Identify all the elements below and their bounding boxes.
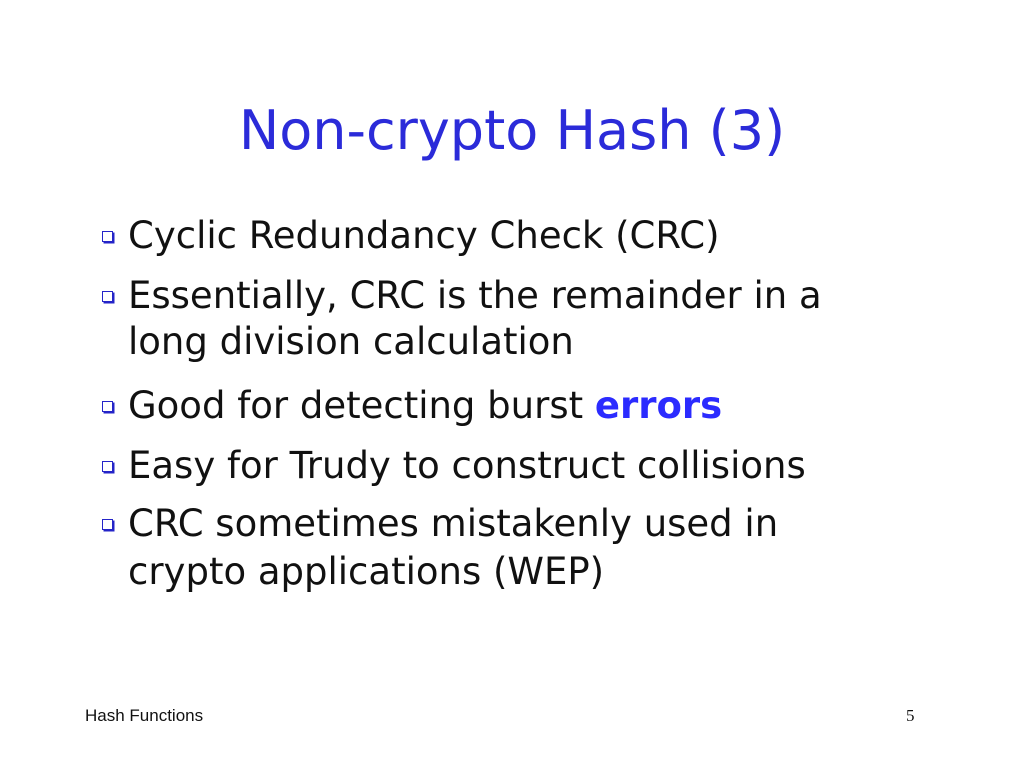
hollow-square-bullet-icon [102,291,113,302]
hollow-square-bullet-icon [102,231,113,242]
bullet-2-line-2: long division calculation [128,320,574,363]
bullet-4-line-1: Easy for Trudy to construct collisions [128,444,806,487]
bullet-5-line-2: crypto applications (WEP) [128,550,605,593]
footer-label: Hash Functions [85,706,204,725]
bullet-3-accent-word: errors [594,384,723,427]
slide-title: Non-crypto Hash (3) [238,99,786,162]
page-number: 5 [906,706,915,725]
hollow-square-bullet-icon [102,401,113,412]
hollow-square-bullet-icon [102,519,113,530]
bullet-3-text: Good for detecting burst [128,384,595,427]
bullet-5-line-1: CRC sometimes mistakenly used in [128,502,779,545]
bullet-2-line-1: Essentially, CRC is the remainder in a [128,274,822,317]
bullet-1-line-1: Cyclic Redundancy Check (CRC) [128,214,720,257]
bullet-3-line-1 [128,383,722,429]
hollow-square-bullet-icon [102,461,113,472]
